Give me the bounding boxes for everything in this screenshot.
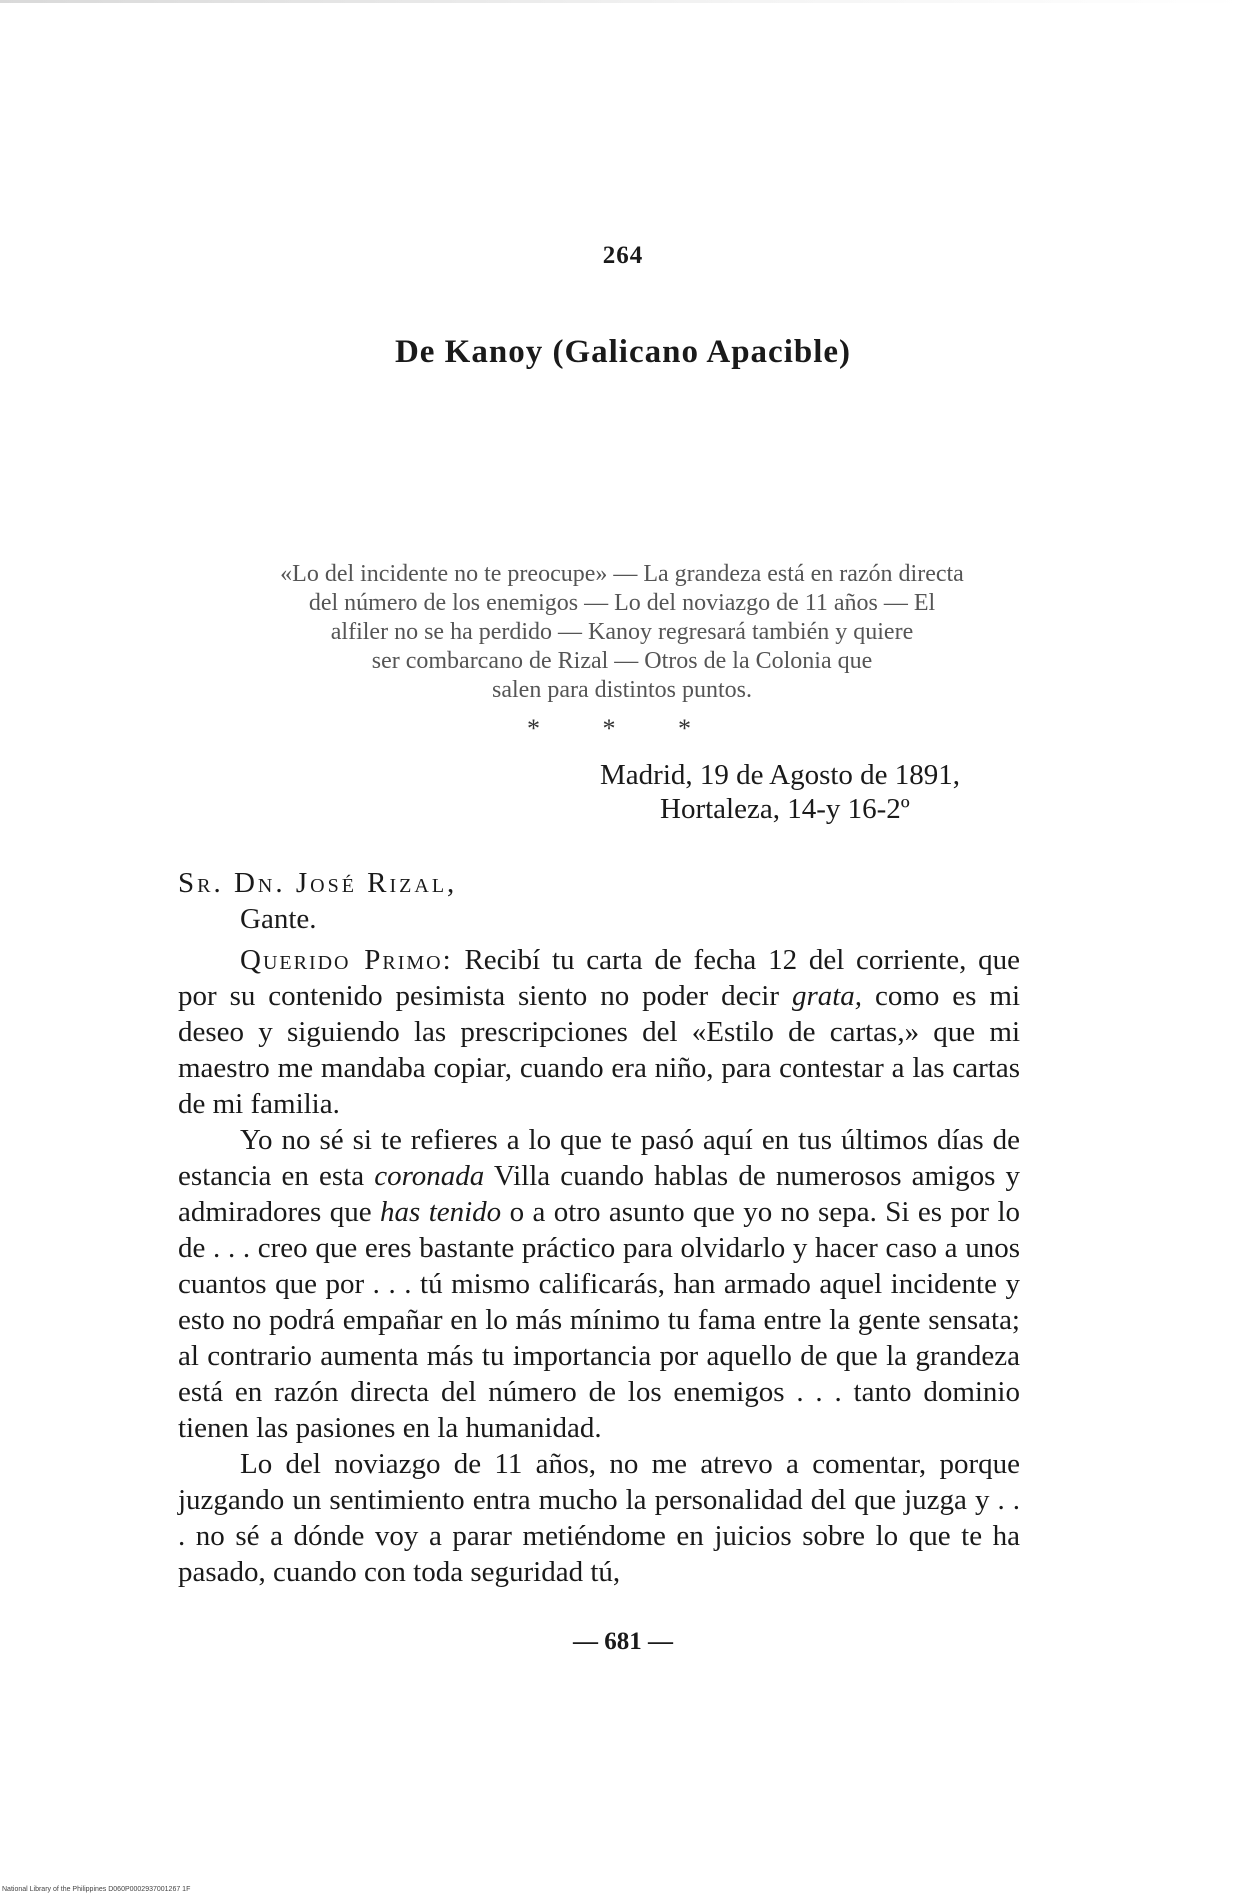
paragraph-text: Lo del noviazgo de 11 años, no me atrevo a comentar, porque juzgando un sentimiento entra mucho la personalidad del que juzga y . . . no sé a dónde voy a parar metiéndome en juicios sobre lo que te ha pasado, cuando con toda seguridad tú, [178, 1448, 1020, 1588]
paragraph-text: Yo no sé si te refieres a lo que te pasó aquí en tus últimos días de estancia en esta [178, 1124, 1020, 1192]
paragraph-text: Villa cuando hablas de numerosos amigos y admiradores que [178, 1160, 1021, 1228]
dateline-place-date: Madrid, 19 de Agosto de 1891, [600, 759, 961, 791]
summary-line: ser combarcano de Rizal — Otros de la Colonia que [371, 648, 873, 674]
paragraph-text: como es mi deseo y siguiendo las prescripciones del «Estilo de cartas,» que mi maestro me mandaba copiar, cuando era niño, para contestar a las cartas de mi familia. [178, 980, 1020, 1120]
footer-page-number: — 681 — [573, 1628, 673, 1655]
paragraph [178, 942, 1020, 1122]
addressee-city: Gante. [240, 903, 317, 935]
paragraph-text: o a otro asunto que yo no sepa. Si es por lo de . . . creo que eres bastante práctico para olvidarlo y hacer caso a unos cuantos que por . . . tú mismo calificarás, han armado aquel incidente y esto no podrá empañar en lo más mínimo tu fama entre la gente sensata; al contrario aumenta más tu importancia por aquello de que la grandeza está en razón directa del número de los enemigos . . . tanto dominio tienen las pasiones en la humanidad. [178, 1196, 1020, 1444]
italic-text: grata, [791, 980, 863, 1012]
summary-line: alfiler no se ha perdido — Kanoy regresará también y quiere [330, 619, 914, 645]
summary-line: salen para distintos puntos. [492, 677, 752, 703]
letter-title: De Kanoy (Galicano Apacible) [394, 334, 852, 370]
paragraph-text: Recibí tu carta de fecha 12 del corriente, que por su contenido pesimista siento no poder decir [178, 944, 1021, 1012]
page-edge-shadow [0, 0, 1246, 3]
paragraph [178, 1122, 1020, 1446]
letter-summary [222, 560, 1022, 705]
addressee: Sr. Dn. José Rizal, [178, 867, 458, 899]
italic-text: has tenido [380, 1196, 502, 1228]
page-number: 264 [602, 242, 644, 269]
dateline [600, 758, 1030, 826]
letter-body [178, 942, 1020, 1590]
greeting: Querido Primo: [240, 944, 453, 976]
dateline-address: Hortaleza, 14-y 16-2º [660, 793, 910, 825]
summary-line: del número de los enemigos — Lo del noviazgo de 11 años — El [308, 590, 936, 616]
summary-line: «Lo del incidente no te preocupe» — La grandeza está en razón directa [280, 561, 964, 587]
paragraph [178, 1446, 1020, 1590]
scan-credit: National Library of the Philippines D060P0002937001267 1F [2, 1886, 191, 1893]
section-separator: * * * [527, 714, 719, 743]
italic-text: coronada [374, 1160, 485, 1192]
